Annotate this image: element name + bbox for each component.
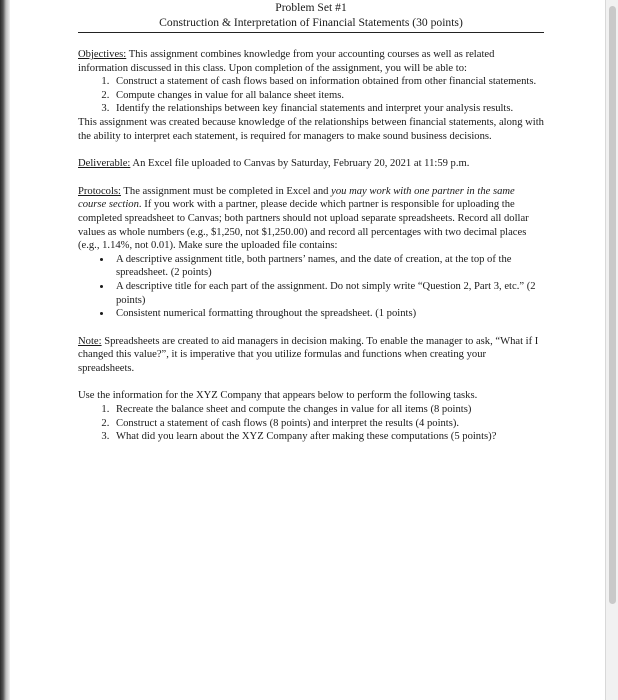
list-item: 2. Compute changes in value for all balance sheet items. bbox=[112, 89, 544, 103]
objectives-intro: This assignment combines knowledge from your accounting courses as well as related information discussed in this class. Upon completion of the assignment, you will be able to: bbox=[78, 49, 495, 74]
list-item: • A descriptive assignment title, both partners’ names, and the date of creation, at the top of the spreadsheet. (2 points) bbox=[112, 253, 544, 280]
page-subtitle: Construction & Interpretation of Financial Statements (30 points) bbox=[78, 16, 544, 33]
protocols-label: Protocols: bbox=[78, 185, 121, 197]
list-item: • Consistent numerical formatting throughout the spreadsheet. (1 points) bbox=[112, 307, 544, 321]
list-item: 1. Recreate the balance sheet and compute the changes in value for all items (8 points) bbox=[112, 403, 544, 417]
document-page bbox=[78, 0, 544, 444]
note-text: Spreadsheets are created to aid managers in decision making. To enable the manager to ask, “What if I changed this value?”, it is imperative that you utilize formulas and functions when creating your spreadsheets. bbox=[78, 335, 539, 374]
objectives-label: Objectives: bbox=[78, 49, 127, 60]
viewer-left-edge bbox=[0, 0, 10, 700]
deliverable-text: An Excel file uploaded to Canvas by Saturday, February 20, 2021 at 11:59 p.m. bbox=[130, 158, 470, 170]
objectives-closing: This assignment was created because knowledge of the relationships between financial statements, along with the ability to interpret each statement, is required for managers to make sound business decisions. bbox=[78, 116, 544, 142]
scrollbar-thumb[interactable] bbox=[609, 6, 616, 604]
tasks-section bbox=[78, 389, 544, 443]
protocols-text-italic: you may work with one partner in the same course section bbox=[78, 185, 515, 211]
protocols-text-b: . If you work with a partner, please decide which partner is responsible for uploading the completed spreadsheet to Canvas; both partners should not upload separate spreadsheets. Record all dollar values as whole numbers (e.g., $1,250, not $1,250.00) and record all percentages with two decimal places (e.g., 1.14%, not 0.01). Make sure the uploaded file contains: bbox=[78, 199, 529, 252]
page-title: Problem Set #1 bbox=[275, 1, 347, 14]
tasks-intro: Use the information for the XYZ Company that appears below to perform the following tasks. bbox=[78, 390, 478, 402]
list-item: 3. What did you learn about the XYZ Company after making these computations (5 points)? bbox=[112, 430, 544, 444]
protocols-section bbox=[78, 185, 544, 321]
page-header bbox=[78, 1, 544, 33]
list-item: • A descriptive title for each part of the assignment. Do not simply write “Question 2, Part 3, etc.” (2 points) bbox=[112, 280, 544, 307]
list-item: 3. Identify the relationships between key financial statements and interpret your analysis results. bbox=[112, 102, 544, 116]
tasks-list bbox=[78, 403, 544, 444]
list-item: 2. Construct a statement of cash flows (8 points) and interpret the results (4 points). bbox=[112, 417, 544, 431]
protocols-text-a: The assignment must be completed in Excel and bbox=[120, 185, 332, 197]
deliverable-label: Deliverable: bbox=[78, 158, 131, 170]
note-section bbox=[78, 335, 544, 376]
objectives-list bbox=[78, 75, 544, 116]
scrollbar-track[interactable] bbox=[605, 0, 618, 700]
deliverable-section bbox=[78, 157, 544, 171]
objectives-section bbox=[78, 48, 544, 143]
list-item: 1. Construct a statement of cash flows based on information obtained from other financial statements. bbox=[112, 75, 544, 89]
protocols-bullets bbox=[78, 253, 544, 321]
note-label: Note: bbox=[78, 335, 102, 347]
